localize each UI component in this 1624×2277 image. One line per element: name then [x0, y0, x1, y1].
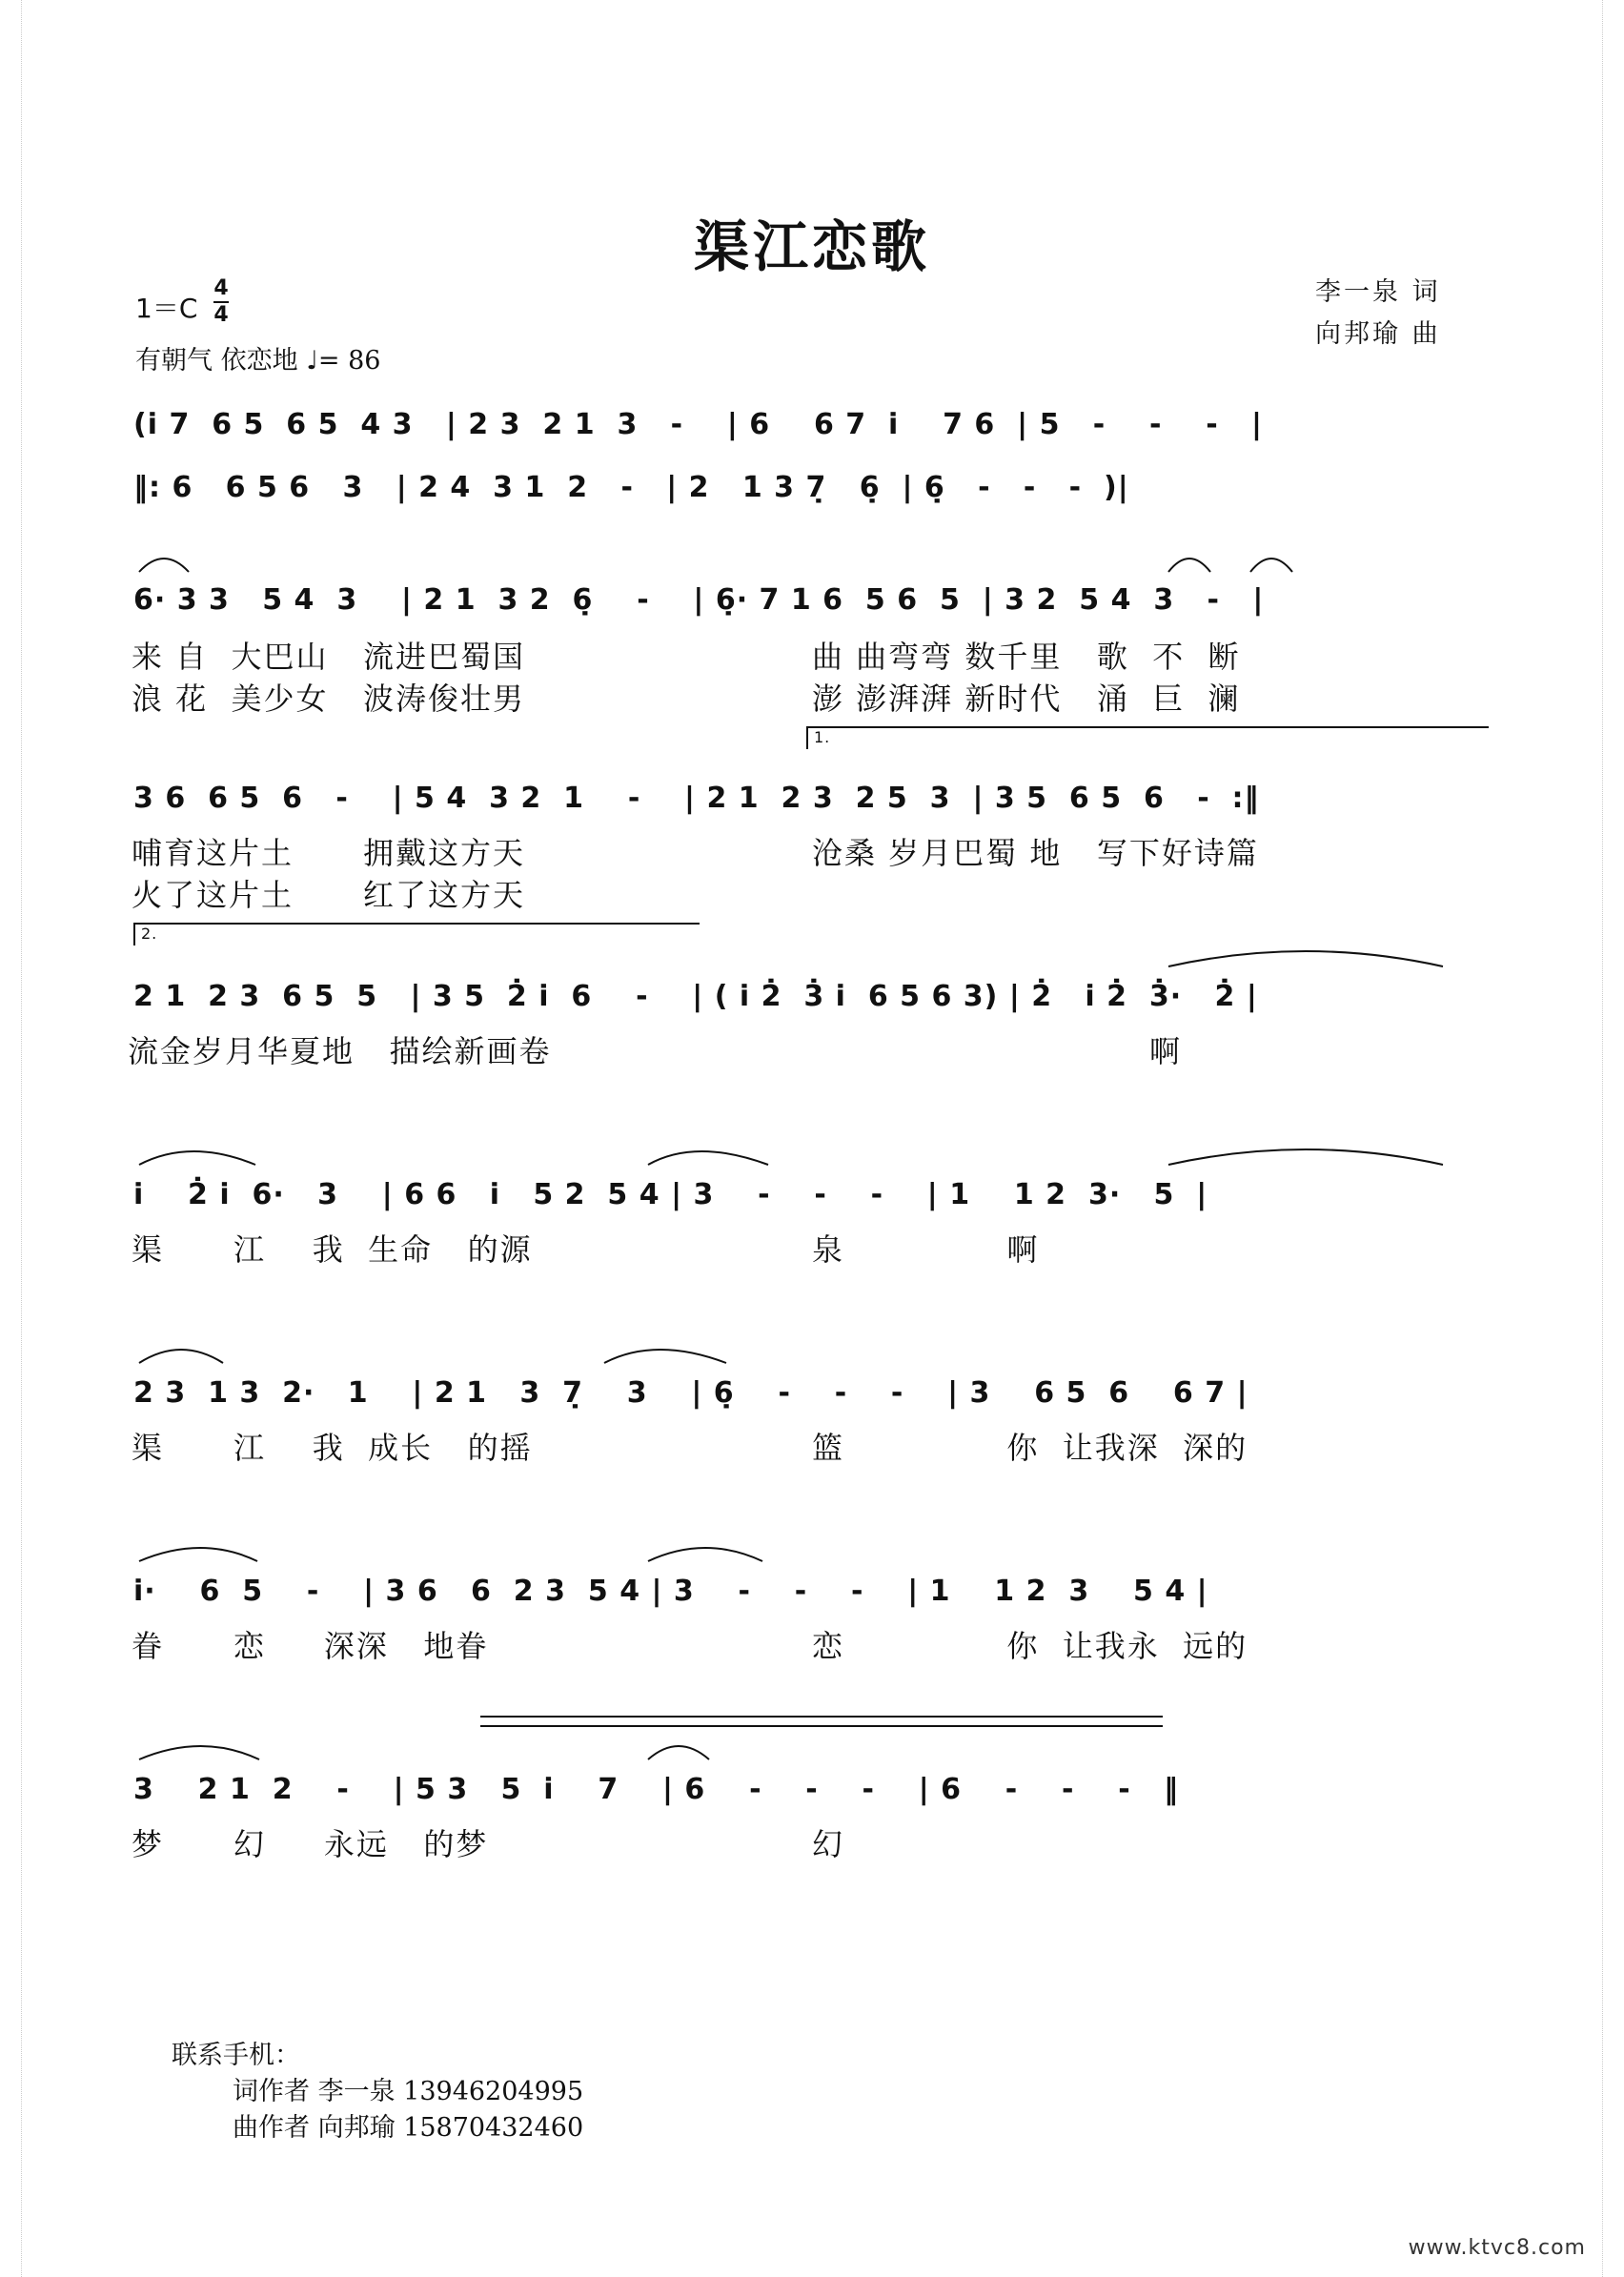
notation-line-5: 2 1 2 3 6 5 5 | 3 5 2̇ i̇ 6 - | ( i̇ 2̇ 3̇ i̇ 6 5 6 3) | 2̇ i̇ 2̇ 3̇· 2̇ |	[133, 980, 1258, 1013]
lyric-line-4a-right: 沧桑 岁月巴蜀 地 写下好诗篇	[812, 835, 1259, 871]
slur-arc	[139, 1746, 259, 1759]
slur-arc	[1168, 1149, 1443, 1165]
lyric-line-4b-left: 火了这片土 红了这方天	[132, 877, 526, 913]
lyric-line-9-left: 梦 幻 永远 的梦	[132, 1826, 489, 1862]
lyric-line-7-left: 渠 江 我 成长 的摇	[132, 1430, 533, 1466]
slur-arc	[648, 1548, 762, 1561]
volta-2-label: 2.	[141, 925, 158, 943]
notation-line-1: (i̇ 7 6 5 6 5 4 3 | 2 3 2 1 3 - | 6 6 7 i̇ 7 6 | 5 - - - |	[133, 408, 1263, 441]
lyric-line-3a-left: 来 自 大巴山 流进巴蜀国	[132, 639, 526, 675]
contact-composer: 曲作者 向邦瑜 15870432460	[233, 2113, 584, 2143]
contact-heading: 联系手机：	[172, 2041, 300, 2070]
lyric-line-6-right: 泉 啊	[812, 1231, 1040, 1268]
notation-line-3: 6· 3 3 5 4 3 | 2 1 3 2 6̣ - | 6̣· 7 1 6 5 6 5 | 3 2 5 4 3 - |	[133, 583, 1265, 617]
time-signature-bottom: 4	[213, 303, 229, 327]
time-signature-top: 4	[213, 276, 229, 300]
notation-line-8: i̇· 6 5 - | 3 6 6 2 3 5 4 | 3 - - - | 1 1 2 3 5 4 |	[133, 1575, 1208, 1608]
slur-arc	[1168, 559, 1210, 572]
slur-arc	[604, 1350, 726, 1363]
tempo-value: ♩= 86	[306, 346, 381, 376]
lyric-line-4a-left: 哺育这片土 拥戴这方天	[132, 835, 526, 871]
lyric-line-3b-right: 澎 澎湃湃 新时代 涌 巨 澜	[812, 681, 1241, 717]
notation-line-4: 3 6 6 5 6 - | 5 4 3 2 1 - | 2 1 2 3 2 5 3 | 3 5 6 5 6 - :‖	[133, 782, 1260, 815]
lyric-line-8-right: 恋 你 让我永 远的	[812, 1628, 1248, 1664]
slur-arc	[648, 1151, 768, 1165]
volta-1-label: 1.	[814, 728, 831, 746]
contact-lyricist: 词作者 李一泉 13946204995	[233, 2077, 584, 2106]
lyric-line-9-right: 幻	[812, 1826, 845, 1862]
lyricist-credit: 李一泉 词	[1315, 277, 1441, 307]
slur-arc	[1168, 951, 1443, 966]
slur-arc	[139, 1548, 257, 1561]
song-title: 渠江恋歌	[693, 214, 930, 279]
lyric-line-8-left: 眷 恋 深深 地眷	[132, 1628, 489, 1664]
slur-arc	[139, 559, 189, 572]
key-text: 1＝C	[135, 293, 198, 324]
lyric-line-5-left: 流金岁月华夏地 描绘新画卷	[128, 1033, 552, 1069]
slur-arc	[139, 1350, 223, 1363]
notation-line-7: 2 3 1 3 2· 1 | 2 1 3 7̣ 3 | 6̣ - - - | 3 6 5 6 6 7 |	[133, 1376, 1248, 1410]
tempo-text: 有朝气 依恋地	[135, 346, 298, 376]
slur-arc	[139, 1151, 255, 1165]
slur-arc	[1250, 559, 1292, 572]
lyric-line-6-left: 渠 江 我 生命 的源	[132, 1231, 533, 1268]
lyric-line-5-right: 啊	[1149, 1033, 1183, 1069]
site-logo[interactable]: www.ktvc8.com	[1408, 2236, 1586, 2260]
lyric-line-7-right: 篮 你 让我深 深的	[812, 1430, 1248, 1466]
composer-credit: 向邦瑜 曲	[1315, 319, 1441, 349]
slur-arc	[648, 1746, 709, 1759]
notation-line-6: i̇ 2̇ i̇ 6· 3 | 6 6 i̇ 5 2 5 4 | 3 - - - | 1 1 2 3· 5 |	[133, 1178, 1208, 1211]
notation-line-9: 3 2 1 2 - | 5 3 5 i̇ 7 | 6 - - - | 6 - - - ‖	[133, 1773, 1180, 1806]
lyric-line-3a-right: 曲 曲弯弯 数千里 歌 不 断	[812, 639, 1241, 675]
lyric-line-3b-left: 浪 花 美少女 波涛俊壮男	[132, 681, 526, 717]
notation-line-2: ‖: 6 6 5 6 3 | 2 4 3 1 2 - | 2 1 3 7̣ 6̣ | 6̣ - - - )|	[133, 471, 1129, 504]
